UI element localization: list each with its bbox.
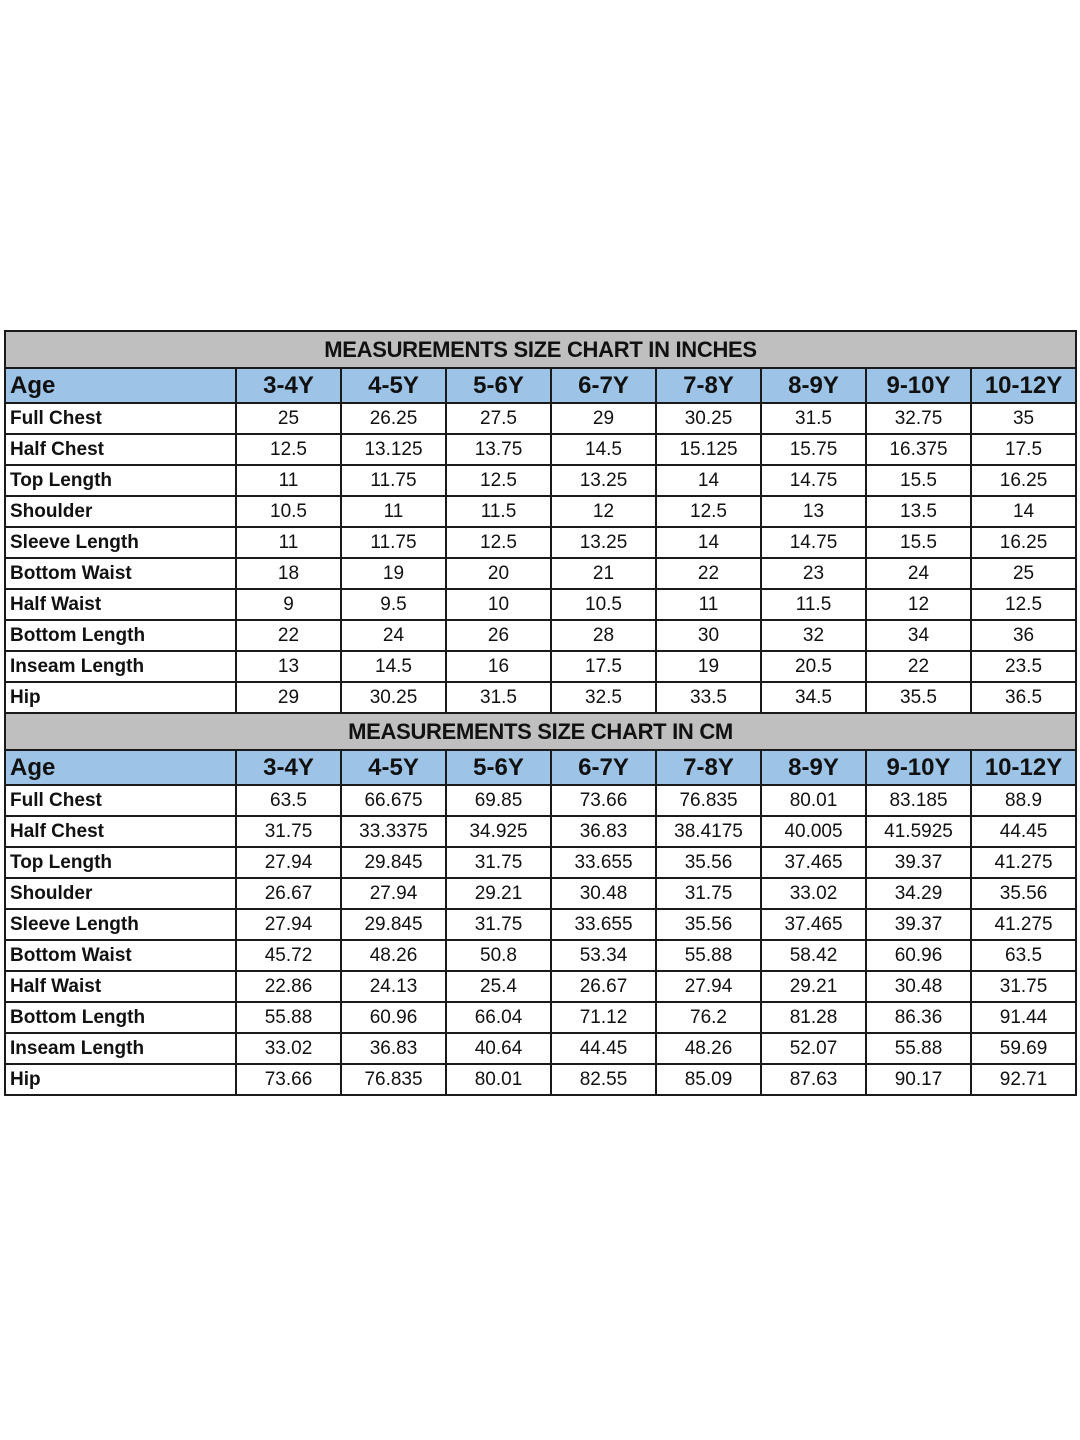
measurement-value: 14.5 [341,651,446,682]
measurement-value: 11 [236,465,341,496]
measurement-label: Half Waist [5,589,236,620]
measurement-value: 44.45 [551,1033,656,1064]
measurement-value: 29 [236,682,341,713]
measurement-value: 26 [446,620,551,651]
measurement-value: 10 [446,589,551,620]
table-row [5,465,1076,496]
measurement-value: 35.56 [971,878,1076,909]
size-column-header: 9-10Y [866,368,971,403]
section-title-row [5,713,1076,750]
measurement-value: 33.3375 [341,816,446,847]
measurement-value: 92.71 [971,1064,1076,1095]
measurement-value: 14 [656,527,761,558]
table-row [5,434,1076,465]
measurement-value: 24.13 [341,971,446,1002]
measurement-value: 35.56 [656,847,761,878]
measurement-value: 52.07 [761,1033,866,1064]
size-column-header: 5-6Y [446,368,551,403]
table-row [5,403,1076,434]
measurement-value: 25 [236,403,341,434]
measurement-value: 58.42 [761,940,866,971]
size-header-row [5,368,1076,403]
measurement-value: 28 [551,620,656,651]
section-title: MEASUREMENTS SIZE CHART IN INCHES [5,331,1076,368]
measurement-value: 73.66 [551,785,656,816]
measurement-value: 37.465 [761,847,866,878]
measurement-value: 13.75 [446,434,551,465]
measurement-value: 9 [236,589,341,620]
measurement-value: 32 [761,620,866,651]
measurement-value: 27.5 [446,403,551,434]
measurement-label: Full Chest [5,403,236,434]
measurement-value: 11 [341,496,446,527]
measurement-value: 60.96 [866,940,971,971]
age-header: Age [5,368,236,403]
measurement-value: 20.5 [761,651,866,682]
measurement-value: 23 [761,558,866,589]
measurement-value: 12.5 [446,527,551,558]
measurement-value: 39.37 [866,847,971,878]
measurement-value: 31.5 [761,403,866,434]
table-row [5,909,1076,940]
measurement-value: 41.275 [971,847,1076,878]
size-column-header: 10-12Y [971,750,1076,785]
measurement-value: 11.5 [761,589,866,620]
size-column-header: 8-9Y [761,750,866,785]
table-row [5,558,1076,589]
measurement-label: Full Chest [5,785,236,816]
measurement-value: 48.26 [656,1033,761,1064]
measurement-value: 14.75 [761,527,866,558]
measurement-value: 13.125 [341,434,446,465]
measurement-value: 27.94 [341,878,446,909]
measurement-value: 27.94 [656,971,761,1002]
measurement-value: 35.5 [866,682,971,713]
measurement-value: 16.25 [971,527,1076,558]
measurement-value: 29.21 [446,878,551,909]
measurement-value: 33.655 [551,847,656,878]
measurement-value: 33.02 [236,1033,341,1064]
measurement-value: 33.655 [551,909,656,940]
measurement-value: 38.4175 [656,816,761,847]
measurement-value: 12 [866,589,971,620]
measurement-value: 29 [551,403,656,434]
measurement-value: 55.88 [236,1002,341,1033]
measurement-label: Shoulder [5,878,236,909]
measurement-value: 81.28 [761,1002,866,1033]
measurement-value: 21 [551,558,656,589]
measurement-value: 30.48 [551,878,656,909]
size-column-header: 10-12Y [971,368,1076,403]
measurement-value: 12.5 [656,496,761,527]
measurement-value: 33.02 [761,878,866,909]
measurement-label: Hip [5,1064,236,1095]
measurement-value: 19 [656,651,761,682]
measurement-value: 82.55 [551,1064,656,1095]
measurement-value: 44.45 [971,816,1076,847]
measurement-value: 76.2 [656,1002,761,1033]
measurement-value: 10.5 [551,589,656,620]
measurement-value: 71.12 [551,1002,656,1033]
measurement-value: 55.88 [866,1033,971,1064]
measurement-value: 27.94 [236,909,341,940]
measurement-value: 25 [971,558,1076,589]
size-column-header: 5-6Y [446,750,551,785]
measurement-value: 31.75 [236,816,341,847]
measurement-value: 31.5 [446,682,551,713]
size-column-header: 3-4Y [236,368,341,403]
measurement-value: 30.25 [341,682,446,713]
measurement-value: 11 [656,589,761,620]
measurement-label: Inseam Length [5,1033,236,1064]
measurement-value: 33.5 [656,682,761,713]
measurement-value: 91.44 [971,1002,1076,1033]
measurement-value: 24 [341,620,446,651]
measurement-value: 14 [971,496,1076,527]
measurement-value: 17.5 [551,651,656,682]
measurement-label: Half Chest [5,816,236,847]
measurement-value: 30.25 [656,403,761,434]
measurement-label: Half Chest [5,434,236,465]
size-column-header: 9-10Y [866,750,971,785]
measurement-value: 27.94 [236,847,341,878]
measurement-value: 13 [761,496,866,527]
measurement-value: 15.5 [866,465,971,496]
measurement-value: 14.75 [761,465,866,496]
measurement-value: 90.17 [866,1064,971,1095]
measurement-label: Bottom Length [5,1002,236,1033]
table-row [5,878,1076,909]
measurement-value: 63.5 [971,940,1076,971]
table-row [5,940,1076,971]
measurement-value: 32.75 [866,403,971,434]
measurement-value: 88.9 [971,785,1076,816]
measurement-value: 87.63 [761,1064,866,1095]
measurement-value: 34.29 [866,878,971,909]
measurement-value: 22.86 [236,971,341,1002]
measurement-value: 36.83 [341,1033,446,1064]
measurement-value: 59.69 [971,1033,1076,1064]
measurement-value: 85.09 [656,1064,761,1095]
measurement-value: 83.185 [866,785,971,816]
table-row [5,651,1076,682]
measurement-value: 40.64 [446,1033,551,1064]
measurement-value: 36.83 [551,816,656,847]
measurement-value: 26.25 [341,403,446,434]
measurement-value: 11.5 [446,496,551,527]
measurement-value: 14.5 [551,434,656,465]
table-row [5,589,1076,620]
measurement-value: 41.5925 [866,816,971,847]
measurement-value: 13.5 [866,496,971,527]
measurement-value: 20 [446,558,551,589]
measurement-value: 23.5 [971,651,1076,682]
measurement-value: 11.75 [341,527,446,558]
measurement-label: Shoulder [5,496,236,527]
measurement-value: 53.34 [551,940,656,971]
size-column-header: 7-8Y [656,750,761,785]
measurement-value: 36 [971,620,1076,651]
measurement-value: 19 [341,558,446,589]
measurement-value: 80.01 [761,785,866,816]
measurement-label: Bottom Waist [5,558,236,589]
measurement-value: 45.72 [236,940,341,971]
age-header: Age [5,750,236,785]
table-row [5,847,1076,878]
measurement-label: Sleeve Length [5,909,236,940]
measurement-value: 15.125 [656,434,761,465]
table-row [5,620,1076,651]
table-row [5,1064,1076,1095]
measurement-value: 29.21 [761,971,866,1002]
measurement-value: 39.37 [866,909,971,940]
measurement-value: 40.005 [761,816,866,847]
measurement-label: Bottom Waist [5,940,236,971]
measurement-value: 69.85 [446,785,551,816]
table-row [5,971,1076,1002]
table-row [5,682,1076,713]
measurement-value: 30 [656,620,761,651]
measurement-value: 31.75 [446,909,551,940]
measurement-value: 15.75 [761,434,866,465]
measurement-value: 10.5 [236,496,341,527]
measurement-value: 29.845 [341,847,446,878]
table-row [5,816,1076,847]
size-column-header: 3-4Y [236,750,341,785]
measurement-value: 22 [656,558,761,589]
measurement-value: 26.67 [236,878,341,909]
measurement-value: 24 [866,558,971,589]
measurement-value: 12.5 [446,465,551,496]
measurement-value: 31.75 [971,971,1076,1002]
measurement-label: Inseam Length [5,651,236,682]
section-title: MEASUREMENTS SIZE CHART IN CM [5,713,1076,750]
measurement-value: 37.465 [761,909,866,940]
measurement-value: 31.75 [656,878,761,909]
measurement-value: 16.375 [866,434,971,465]
measurement-label: Hip [5,682,236,713]
size-column-header: 6-7Y [551,368,656,403]
measurement-value: 11.75 [341,465,446,496]
measurement-value: 29.845 [341,909,446,940]
measurement-value: 15.5 [866,527,971,558]
measurement-value: 12 [551,496,656,527]
measurement-value: 34.925 [446,816,551,847]
measurement-label: Sleeve Length [5,527,236,558]
measurement-value: 22 [866,651,971,682]
section-title-row [5,331,1076,368]
measurement-value: 16.25 [971,465,1076,496]
measurement-value: 31.75 [446,847,551,878]
measurement-value: 48.26 [341,940,446,971]
measurement-value: 9.5 [341,589,446,620]
measurement-value: 13 [236,651,341,682]
measurement-value: 30.48 [866,971,971,1002]
table-row [5,785,1076,816]
measurement-value: 25.4 [446,971,551,1002]
table-row [5,1033,1076,1064]
measurement-value: 55.88 [656,940,761,971]
size-column-header: 8-9Y [761,368,866,403]
measurement-value: 80.01 [446,1064,551,1095]
size-column-header: 4-5Y [341,750,446,785]
measurement-value: 22 [236,620,341,651]
size-chart [4,330,1076,1096]
measurement-value: 13.25 [551,465,656,496]
measurement-value: 66.675 [341,785,446,816]
measurement-label: Bottom Length [5,620,236,651]
measurement-value: 34 [866,620,971,651]
measurement-value: 50.8 [446,940,551,971]
measurement-value: 60.96 [341,1002,446,1033]
table-row [5,527,1076,558]
measurement-value: 14 [656,465,761,496]
measurement-label: Half Waist [5,971,236,1002]
measurement-value: 16 [446,651,551,682]
measurement-value: 32.5 [551,682,656,713]
measurement-value: 63.5 [236,785,341,816]
measurement-value: 34.5 [761,682,866,713]
measurement-value: 18 [236,558,341,589]
measurement-value: 13.25 [551,527,656,558]
size-chart-table [4,330,1077,1096]
measurement-value: 36.5 [971,682,1076,713]
measurement-value: 11 [236,527,341,558]
size-column-header: 6-7Y [551,750,656,785]
measurement-value: 76.835 [341,1064,446,1095]
measurement-value: 86.36 [866,1002,971,1033]
size-column-header: 4-5Y [341,368,446,403]
measurement-value: 35 [971,403,1076,434]
measurement-value: 26.67 [551,971,656,1002]
measurement-value: 12.5 [236,434,341,465]
measurement-label: Top Length [5,847,236,878]
measurement-value: 17.5 [971,434,1076,465]
size-column-header: 7-8Y [656,368,761,403]
measurement-label: Top Length [5,465,236,496]
table-row [5,1002,1076,1033]
measurement-value: 12.5 [971,589,1076,620]
measurement-value: 35.56 [656,909,761,940]
measurement-value: 41.275 [971,909,1076,940]
size-header-row [5,750,1076,785]
table-row [5,496,1076,527]
measurement-value: 76.835 [656,785,761,816]
measurement-value: 73.66 [236,1064,341,1095]
measurement-value: 66.04 [446,1002,551,1033]
